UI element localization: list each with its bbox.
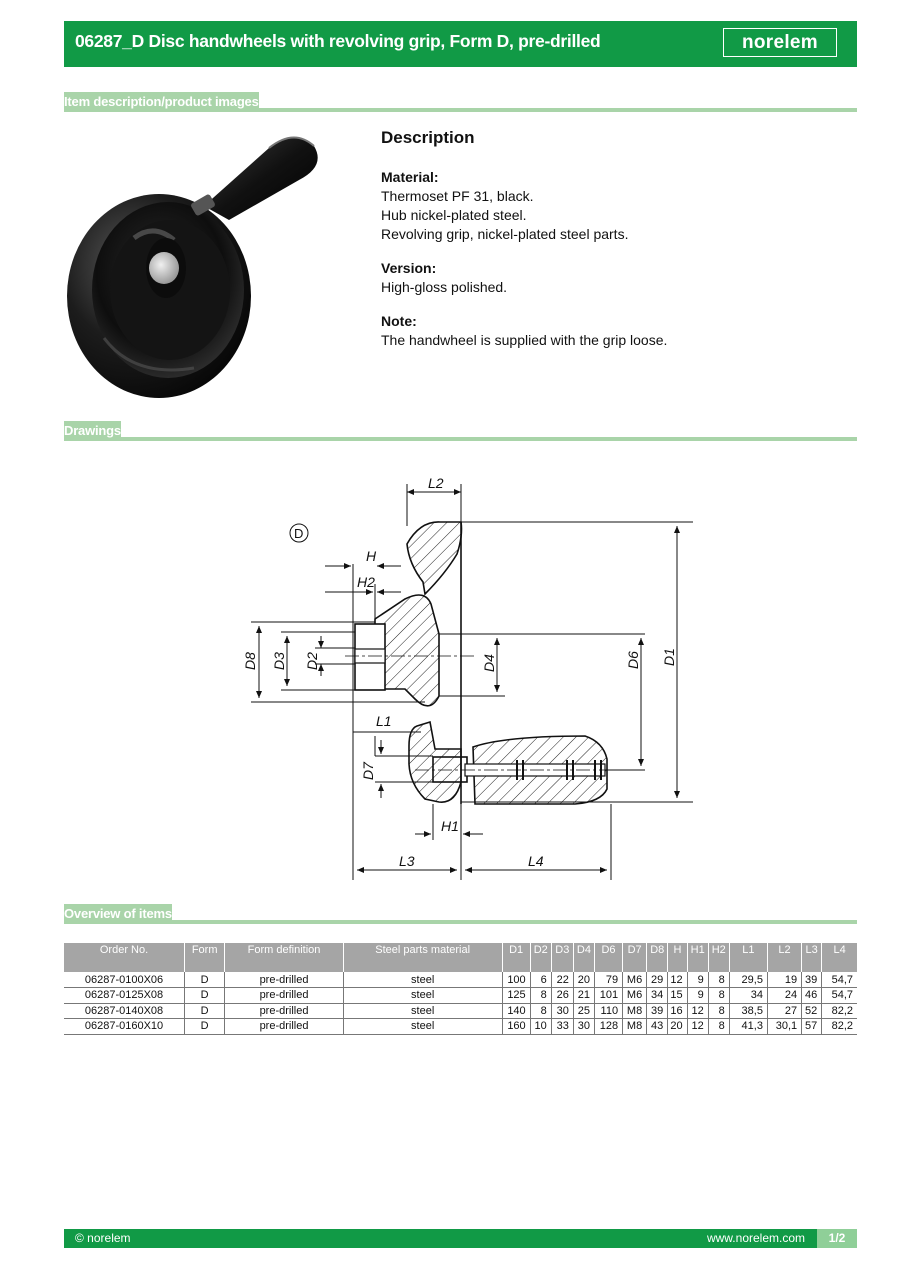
table-cell: 06287-0140X08 [64, 1003, 185, 1019]
table-cell: 43 [647, 1019, 668, 1035]
table-cell: 8 [708, 988, 729, 1004]
table-cell: 34 [729, 988, 767, 1004]
table-cell: 27 [767, 1003, 801, 1019]
column-header: D2 [530, 943, 551, 972]
table-cell: 8 [530, 988, 551, 1004]
dim-label-H2: H2 [357, 574, 375, 590]
column-header: L4 [822, 943, 857, 972]
material-line: Revolving grip, nickel-plated steel parts. [381, 226, 629, 242]
column-header: H [668, 943, 687, 972]
table-cell: 9 [687, 972, 708, 988]
column-header: D3 [551, 943, 573, 972]
dim-label-D3: D3 [271, 652, 287, 670]
table-cell: 10 [530, 1019, 551, 1035]
table-cell: pre-drilled [225, 1019, 344, 1035]
table-cell: 41,3 [729, 1019, 767, 1035]
dim-label-L1: L1 [376, 713, 392, 729]
version-text: High-gloss polished. [381, 279, 508, 295]
table-cell: 8 [530, 1003, 551, 1019]
table-cell: D [185, 988, 225, 1004]
dim-label-D8: D8 [242, 652, 258, 670]
section-rule [64, 920, 857, 924]
table-cell: 125 [502, 988, 530, 1004]
dim-label-H: H [366, 548, 377, 564]
website-link[interactable]: www.norelem.com [706, 1231, 805, 1245]
column-header: L3 [802, 943, 822, 972]
table-cell: 46 [802, 988, 822, 1004]
logo-text: norelem [741, 32, 818, 53]
section-rule [64, 437, 857, 441]
table-cell: 33 [551, 1019, 573, 1035]
table-cell: 54,7 [822, 988, 857, 1004]
material-label: Material: [381, 169, 439, 185]
dim-label-D4: D4 [481, 654, 497, 672]
version-label: Version: [381, 260, 437, 276]
table-cell: M8 [623, 1019, 647, 1035]
material-line: Hub nickel-plated steel. [381, 207, 527, 223]
column-header: D1 [502, 943, 530, 972]
table-row [64, 1019, 857, 1035]
column-header: D7 [623, 943, 647, 972]
table-cell: 39 [647, 1003, 668, 1019]
page-header [64, 21, 857, 67]
table-cell: 12 [687, 1003, 708, 1019]
table-cell: 30 [551, 1003, 573, 1019]
table-cell: pre-drilled [225, 1003, 344, 1019]
table-cell: 8 [708, 972, 729, 988]
technical-drawing [225, 464, 715, 884]
table-cell: 9 [687, 988, 708, 1004]
table-cell: 29 [647, 972, 668, 988]
table-row [64, 972, 857, 988]
table-cell: 39 [802, 972, 822, 988]
table-cell: 110 [594, 1003, 622, 1019]
note-text: The handwheel is supplied with the grip loose. [381, 332, 668, 348]
section-drawings [64, 421, 857, 441]
table-cell: M6 [623, 988, 647, 1004]
table-cell: 101 [594, 988, 622, 1004]
table-cell: steel [343, 1003, 502, 1019]
table-cell: 140 [502, 1003, 530, 1019]
dim-label-L3: L3 [399, 853, 415, 869]
dim-label-D7: D7 [360, 762, 376, 780]
form-indicator: D [294, 526, 304, 541]
column-header: D6 [594, 943, 622, 972]
column-header: Order No. [64, 943, 185, 972]
table-cell: 38,5 [729, 1003, 767, 1019]
table-cell: 21 [573, 988, 594, 1004]
table-cell: 100 [502, 972, 530, 988]
table-cell: 82,2 [822, 1003, 857, 1019]
table-cell: 20 [668, 1019, 687, 1035]
table-row [64, 1003, 857, 1019]
table-cell: pre-drilled [225, 972, 344, 988]
table-cell: 24 [767, 988, 801, 1004]
section-label: Drawings [64, 421, 121, 441]
dim-label-L4: L4 [528, 853, 544, 869]
table-cell: 29,5 [729, 972, 767, 988]
dim-label-H1: H1 [441, 818, 459, 834]
description-heading: Description [381, 128, 475, 147]
column-header: H2 [708, 943, 729, 972]
copyright-text: © norelem [75, 1231, 131, 1245]
table-cell: 30,1 [767, 1019, 801, 1035]
table-cell: M6 [623, 972, 647, 988]
dim-label-D6: D6 [625, 651, 641, 669]
table-cell: D [185, 1003, 225, 1019]
page-number: 1/2 [817, 1229, 857, 1248]
column-header: D4 [573, 943, 594, 972]
dim-label-L2: L2 [428, 475, 444, 491]
note-label: Note: [381, 313, 417, 329]
table-cell: 22 [551, 972, 573, 988]
table-cell: 19 [767, 972, 801, 988]
section-label: Overview of items [64, 904, 172, 924]
section-item-description [64, 92, 857, 112]
table-cell: 52 [802, 1003, 822, 1019]
table-cell: 20 [573, 972, 594, 988]
table-cell: 82,2 [822, 1019, 857, 1035]
table-cell: pre-drilled [225, 988, 344, 1004]
section-label: Item description/product images [64, 92, 259, 112]
column-header: D8 [647, 943, 668, 972]
table-cell: steel [343, 988, 502, 1004]
table-cell: 30 [573, 1019, 594, 1035]
column-header: Form definition [225, 943, 344, 972]
table-cell: M8 [623, 1003, 647, 1019]
norelem-logo [723, 28, 837, 57]
table-cell: steel [343, 1019, 502, 1035]
column-header: Steel parts material [343, 943, 502, 972]
table-cell: 06287-0125X08 [64, 988, 185, 1004]
table-cell: 15 [668, 988, 687, 1004]
table-cell: D [185, 972, 225, 988]
table-cell: 06287-0160X10 [64, 1019, 185, 1035]
table-cell: steel [343, 972, 502, 988]
table-cell: 79 [594, 972, 622, 988]
description-block [381, 128, 851, 350]
table-cell: 8 [708, 1019, 729, 1035]
table-cell: D [185, 1019, 225, 1035]
table-cell: 128 [594, 1019, 622, 1035]
table-cell: 12 [668, 972, 687, 988]
table-cell: 16 [668, 1003, 687, 1019]
section-overview [64, 904, 857, 924]
table-cell: 57 [802, 1019, 822, 1035]
table-row [64, 988, 857, 1004]
table-header-row [64, 943, 857, 972]
dim-label-D2: D2 [304, 652, 320, 670]
table-cell: 54,7 [822, 972, 857, 988]
column-header: Form [185, 943, 225, 972]
table-cell: 25 [573, 1003, 594, 1019]
column-header: H1 [687, 943, 708, 972]
column-header: L1 [729, 943, 767, 972]
page-title: 06287_D Disc handwheels with revolving grip, Form D, pre-drilled [75, 31, 601, 51]
table-cell: 26 [551, 988, 573, 1004]
table-cell: 6 [530, 972, 551, 988]
items-table [64, 943, 857, 1035]
table-cell: 8 [708, 1003, 729, 1019]
table-cell: 06287-0100X06 [64, 972, 185, 988]
page-footer [64, 1229, 857, 1248]
column-header: L2 [767, 943, 801, 972]
material-line: Thermoset PF 31, black. [381, 188, 534, 204]
table-cell: 12 [687, 1019, 708, 1035]
table-cell: 160 [502, 1019, 530, 1035]
table-cell: 34 [647, 988, 668, 1004]
product-image [64, 128, 324, 398]
dim-label-D1: D1 [661, 648, 677, 666]
